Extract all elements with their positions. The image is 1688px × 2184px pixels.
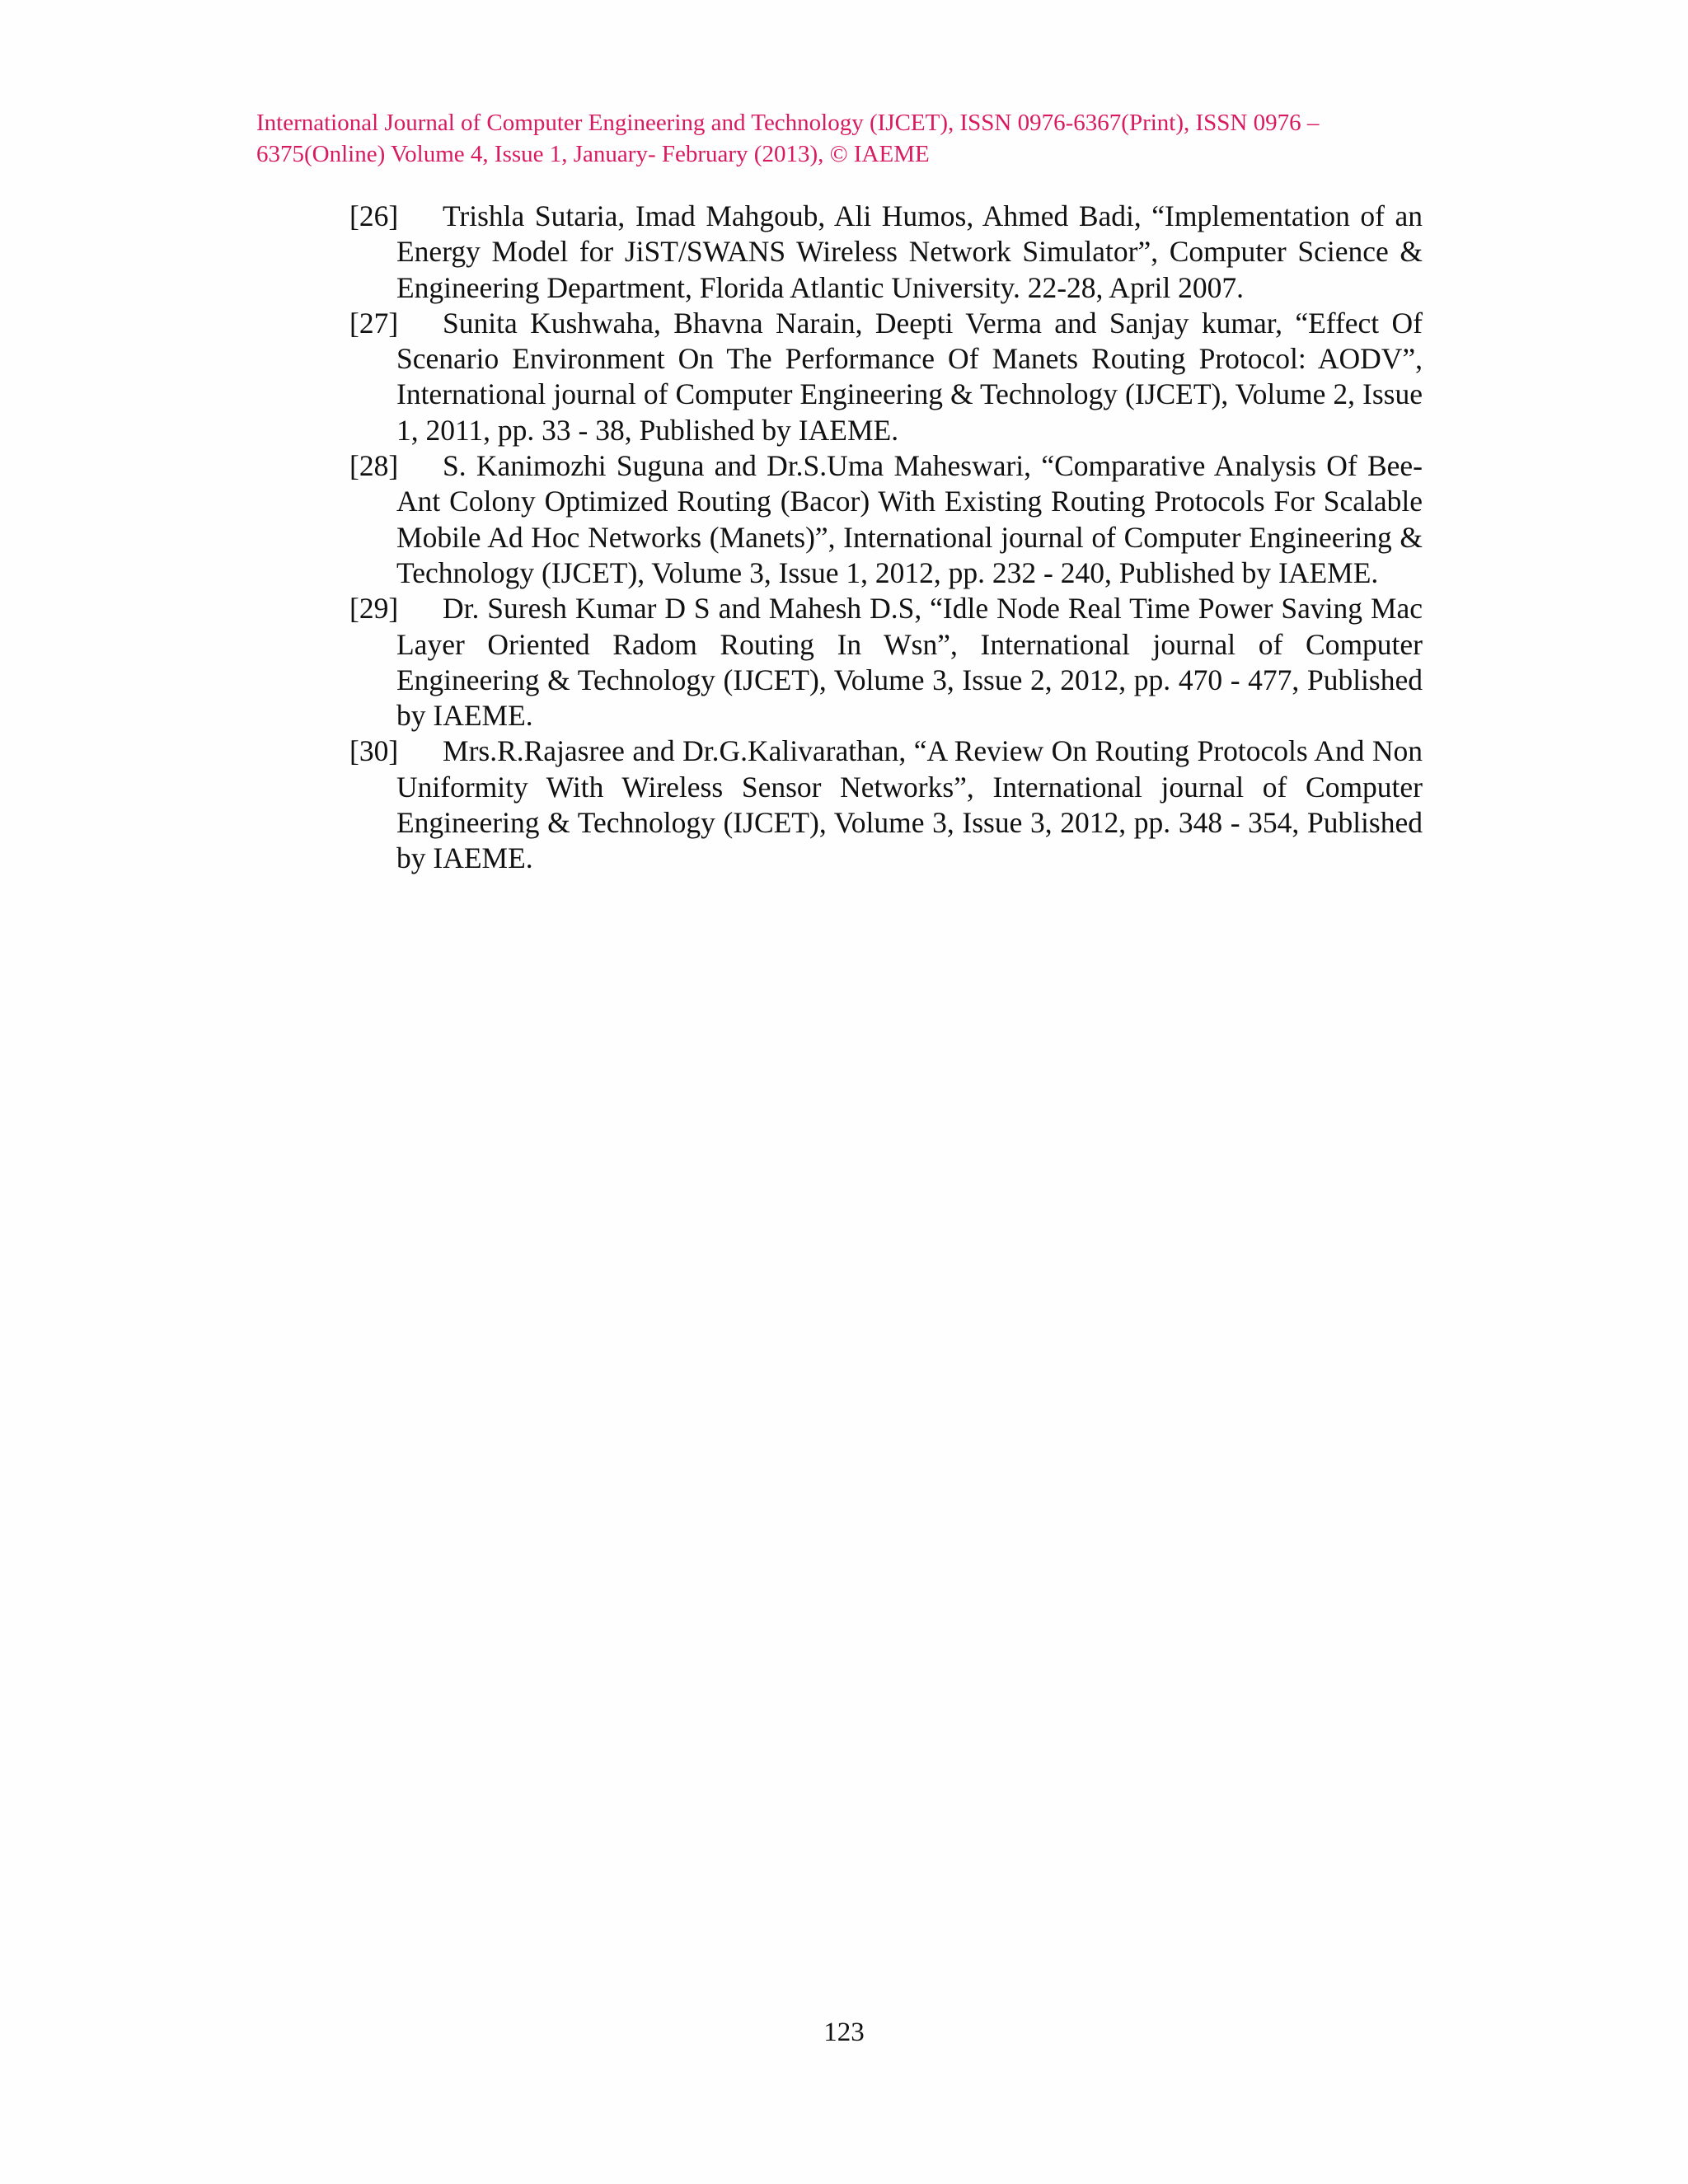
reference-text: Trishla Sutaria, Imad Mahgoub, Ali Humos, Ahmed Badi, “Implementation of an Energy Model for JiST/SWANS Wireless Network Simulator”, Computer Science & Engineering Department, Florida Atlantic University. 22-28, April 2007. bbox=[396, 199, 1423, 304]
reference-text: Dr. Suresh Kumar D S and Mahesh D.S, “Idle Node Real Time Power Saving Mac Layer Oriented Radom Routing In Wsn”, International journal of Computer Engineering & Technology (IJCET), Volume 3, Issue 2, 2012, pp. 470 - 477, Published by IAEME. bbox=[396, 592, 1423, 733]
running-header-line-2: 6375(Online) Volume 4, Issue 1, January- February (2013), © IAEME bbox=[256, 141, 930, 167]
page-number: 123 bbox=[823, 2018, 865, 2047]
reference-label: [29] bbox=[349, 592, 399, 626]
reference-label: [27] bbox=[349, 306, 399, 340]
reference-list bbox=[349, 199, 1423, 877]
reference-text: S. Kanimozhi Suguna and Dr.S.Uma Maheswari, “Comparative Analysis Of Bee-Ant Colony Optimized Routing (Bacor) With Existing Routing Protocols For Scalable Mobile Ad Hoc Networks (Manets)”, International journal of Computer Engineering & Technology (IJCET), Volume 3, Issue 1, 2012, pp. 232 - 240, Published by IAEME. bbox=[396, 449, 1423, 589]
running-header-line-1: International Journal of Computer Engineering and Technology (IJCET), ISSN 0976-6367(Print), ISSN 0976 – bbox=[256, 110, 1320, 136]
reference-label: [26] bbox=[349, 199, 399, 232]
reference-text: Sunita Kushwaha, Bhavna Narain, Deepti Verma and Sanjay kumar, “Effect Of Scenario Environment On The Performance Of Manets Routing Protocol: AODV”, International journal of Computer Engineering & Technology (IJCET), Volume 2, Issue 1, 2011, pp. 33 - 38, Published by IAEME. bbox=[396, 306, 1423, 447]
reference-item bbox=[349, 306, 1423, 448]
running-header bbox=[256, 107, 1427, 170]
reference-item bbox=[349, 448, 1423, 591]
reference-item bbox=[349, 591, 1423, 733]
reference-text: Mrs.R.Rajasree and Dr.G.Kalivarathan, “A Review On Routing Protocols And Non Uniformity With Wireless Sensor Networks”, International journal of Computer Engineering & Technology (IJCET), Volume 3, Issue 3, 2012, pp. 348 - 354, Published by IAEME. bbox=[396, 734, 1423, 875]
reference-label: [28] bbox=[349, 449, 399, 483]
reference-item bbox=[349, 733, 1423, 876]
reference-item bbox=[349, 199, 1423, 306]
reference-label: [30] bbox=[349, 734, 399, 768]
